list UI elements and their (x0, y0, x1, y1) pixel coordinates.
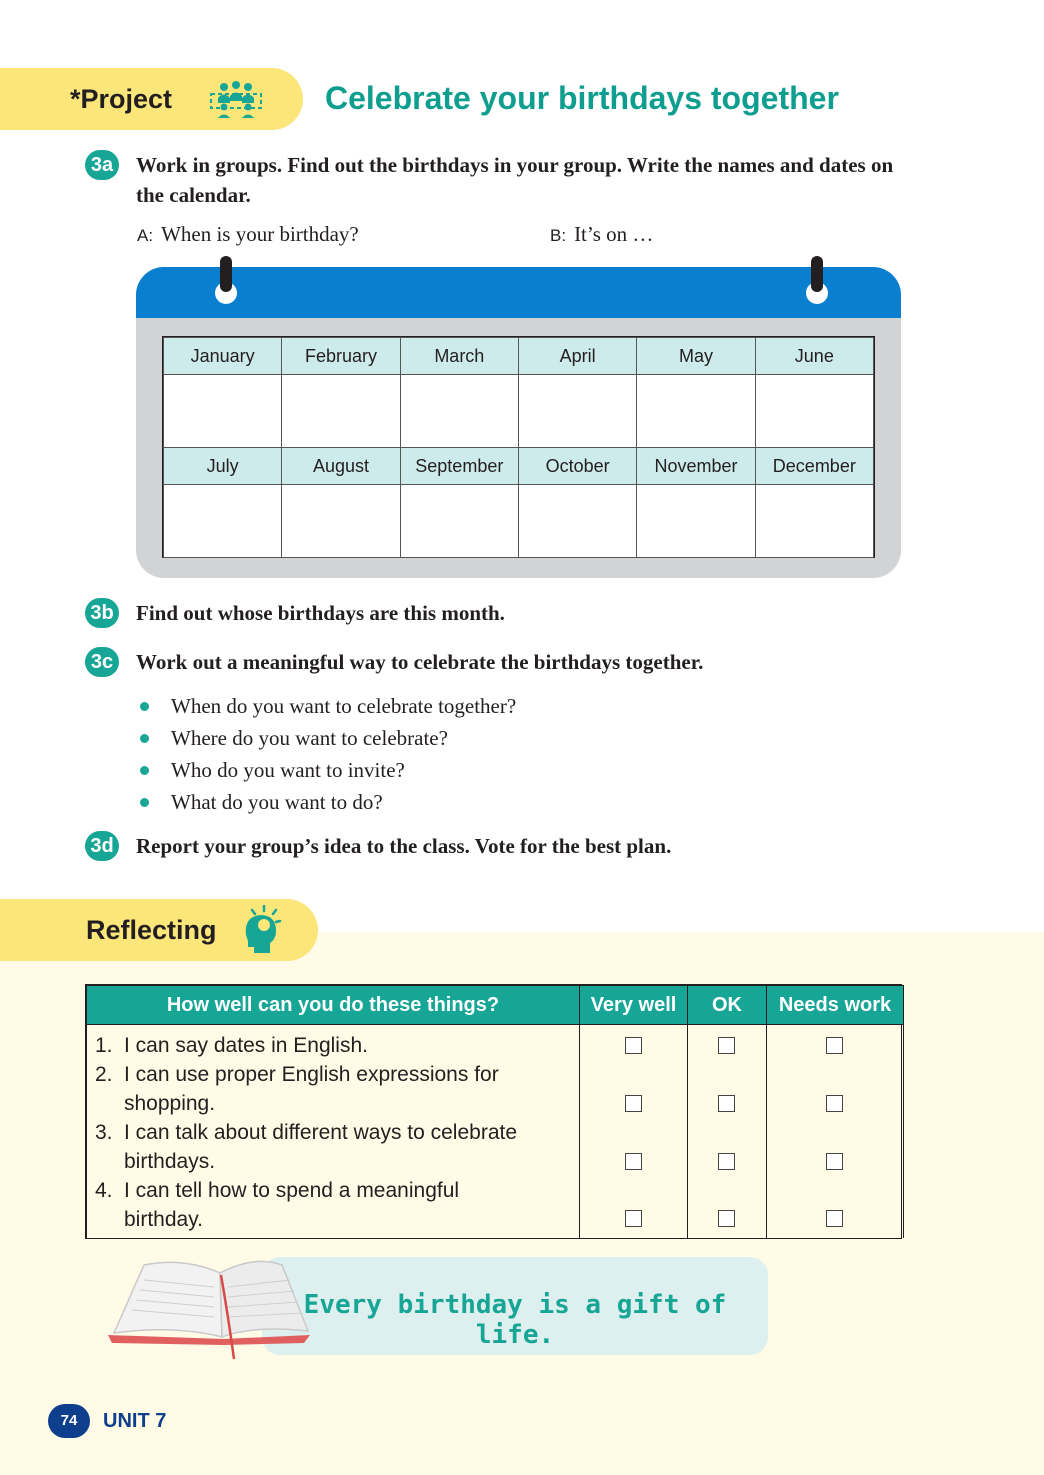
month-july: July (164, 448, 282, 485)
unit-label: UNIT 7 (103, 1410, 167, 1432)
dialog-a-text: When is your birthday? (161, 222, 359, 246)
calendar-ring-left (220, 256, 232, 292)
list-item: 1. I can say dates in English. (95, 1034, 368, 1057)
checkbox-item1-needs-work[interactable] (826, 1037, 843, 1054)
column-header-ok: OK (688, 986, 767, 1025)
checkbox-item2-needs-work[interactable] (826, 1095, 843, 1112)
checkbox-item4-ok[interactable] (718, 1210, 735, 1227)
checkbox-item3-needs-work[interactable] (826, 1153, 843, 1170)
bullet-icon (140, 798, 149, 807)
dialog-a (137, 222, 359, 247)
checkbox-item1-very-well[interactable] (625, 1037, 642, 1054)
step-badge-3c: 3c (85, 647, 119, 677)
lightbulb-head-icon (240, 905, 282, 955)
very-well-column (580, 1025, 688, 1239)
question-list (137, 690, 516, 818)
needs-work-column (767, 1025, 904, 1239)
instruction-3b: Find out whose birthdays are this month. (136, 601, 505, 625)
month-may: May (637, 338, 755, 375)
bullet-icon (140, 766, 149, 775)
calendar-grid (162, 336, 875, 558)
quote-text: Every birthday is a gift of life. (303, 1290, 727, 1350)
dialog-b-text: It’s on … (574, 222, 654, 246)
calendar-cell-march[interactable] (400, 375, 518, 448)
project-title: Celebrate your birthdays together (325, 80, 839, 116)
calendar-header-bar (136, 267, 901, 318)
calendar-cell-february[interactable] (282, 375, 400, 448)
month-december: December (755, 448, 873, 485)
calendar-cell-july[interactable] (164, 485, 282, 558)
list-item: 2. I can use proper English expressions for shopping. (95, 1063, 499, 1115)
checkbox-item4-very-well[interactable] (625, 1210, 642, 1227)
list-item: What do you want to do? (137, 786, 516, 818)
page-number: 74 (48, 1404, 90, 1438)
checkbox-item2-very-well[interactable] (625, 1095, 642, 1112)
calendar-cell-may[interactable] (637, 375, 755, 448)
ok-column (688, 1025, 767, 1239)
list-item: When do you want to celebrate together? (137, 690, 516, 722)
speaker-b: B: (550, 226, 567, 245)
calendar-cell-april[interactable] (518, 375, 636, 448)
step-badge-3d: 3d (85, 831, 119, 861)
group-work-icon (208, 80, 264, 120)
speaker-a: A: (137, 226, 154, 245)
month-march: March (400, 338, 518, 375)
reflecting-label: Reflecting (86, 915, 217, 945)
checkbox-item2-ok[interactable] (718, 1095, 735, 1112)
list-item: 4. I can tell how to spend a meaningful birthday. (95, 1179, 460, 1231)
dialog-b (550, 222, 653, 247)
calendar-cell-october[interactable] (518, 485, 636, 558)
calendar-cell-november[interactable] (637, 485, 755, 558)
step-badge-3a: 3a (85, 150, 119, 180)
open-book-icon (104, 1255, 314, 1363)
calendar-cell-june[interactable] (755, 375, 873, 448)
column-header-needs-work: Needs work (767, 986, 904, 1025)
list-item: 3. I can talk about different ways to celebrate birthdays. (95, 1121, 518, 1173)
instruction-3a: Work in groups. Find out the birthdays in your group. Write the names and dates on the calendar. (136, 153, 894, 207)
list-item: Who do you want to invite? (137, 754, 516, 786)
instruction-3d: Report your group’s idea to the class. Vote for the best plan. (136, 834, 672, 858)
month-november: November (637, 448, 755, 485)
month-january: January (164, 338, 282, 375)
step-badge-3b: 3b (85, 598, 119, 628)
bullet-icon (140, 734, 149, 743)
checkbox-item1-ok[interactable] (718, 1037, 735, 1054)
month-april: April (518, 338, 636, 375)
project-label: *Project (70, 84, 173, 114)
calendar-cell-august[interactable] (282, 485, 400, 558)
month-august: August (282, 448, 400, 485)
skills-cell (87, 1025, 580, 1239)
column-header-very-well: Very well (580, 986, 688, 1025)
instruction-3c: Work out a meaningful way to celebrate the birthdays together. (136, 650, 704, 674)
reflecting-table (85, 984, 902, 1239)
column-header-skill: How well can you do these things? (87, 986, 580, 1025)
checkbox-item4-needs-work[interactable] (826, 1210, 843, 1227)
month-june: June (755, 338, 873, 375)
calendar-cell-september[interactable] (400, 485, 518, 558)
month-september: September (400, 448, 518, 485)
month-october: October (518, 448, 636, 485)
calendar-cell-december[interactable] (755, 485, 873, 558)
calendar-cell-january[interactable] (164, 375, 282, 448)
list-item: Where do you want to celebrate? (137, 722, 516, 754)
checkbox-item3-very-well[interactable] (625, 1153, 642, 1170)
calendar-ring-right (811, 256, 823, 292)
month-february: February (282, 338, 400, 375)
bullet-icon (140, 702, 149, 711)
checkbox-item3-ok[interactable] (718, 1153, 735, 1170)
